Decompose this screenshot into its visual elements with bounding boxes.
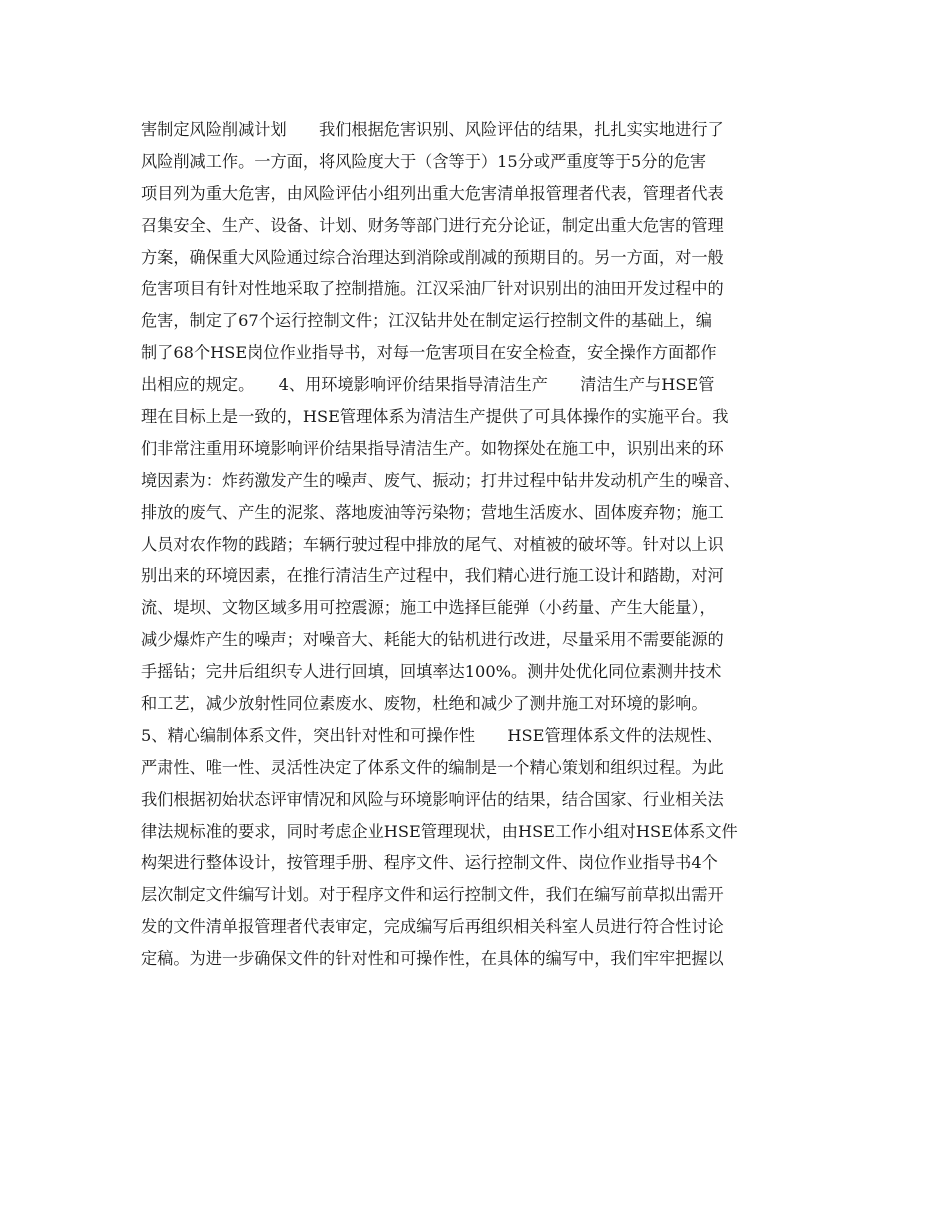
text-line: 层次制定文件编写计划。对于程序文件和运行控制文件，我们在编写前草拟出需开 xyxy=(141,885,724,905)
text-line: 发的文件清单报管理者代表审定，完成编写后再组织相关科室人员进行符合性讨论 xyxy=(141,917,724,937)
text-line: 风险削减工作。一方面，将风险度大于（含等于）15分或严重度等于5分的危害 xyxy=(141,151,707,171)
text-line: 人员对农作物的践踏；车辆行驶过程中排放的尾气、对植被的破坏等。针对以上识 xyxy=(141,534,724,554)
text-line: 理在目标上是一致的，HSE管理体系为清洁生产提供了可具体操作的实施平台。我 xyxy=(141,407,729,427)
text-line: 方案，确保重大风险通过综合治理达到消除或削减的预期目的。另一方面，对一般 xyxy=(141,247,724,267)
text-line: 构架进行整体设计，按管理手册、程序文件、运行控制文件、岗位作业指导书4个 xyxy=(141,853,718,873)
text-line: 别出来的环境因素，在推行清洁生产过程中，我们精心进行施工设计和踏勘，对河 xyxy=(141,566,724,586)
body-text xyxy=(141,114,821,975)
text-line: 流、堤坝、文物区域多用可控震源；施工中选择巨能弹（小药量、产生大能量）， xyxy=(141,598,716,618)
text-line: 和工艺，减少放射性同位素废水、废物，杜绝和减少了测井施工对环境的影响。 xyxy=(141,694,708,714)
text-line: 排放的废气、产生的泥浆、落地废油等污染物；营地生活废水、固体废弃物；施工 xyxy=(141,502,724,522)
text-line: 严肃性、唯一性、灵活性决定了体系文件的编制是一个精心策划和组织过程。为此 xyxy=(141,757,724,777)
text-line: 定稿。为进一步确保文件的针对性和可操作性，在具体的编写中，我们牢牢把握以 xyxy=(141,949,724,969)
text-line: 危害项目有针对性地采取了控制措施。江汉采油厂针对识别出的油田开发过程中的 xyxy=(141,279,724,299)
text-line: 项目列为重大危害，由风险评估小组列出重大危害清单报管理者代表，管理者代表 xyxy=(141,183,724,203)
text-line: 制了68个HSE岗位作业指导书，对每一危害项目在安全检查，安全操作方面都作 xyxy=(141,343,717,363)
text-line: 害制定风险削减计划 我们根据危害识别、风险评估的结果，扎扎实实地进行了 xyxy=(141,120,724,139)
text-line: 召集安全、生产、设备、计划、财务等部门进行充分论证，制定出重大危害的管理 xyxy=(141,215,724,235)
text-line: 危害，制定了67个运行控制文件；江汉钻井处在制定运行控制文件的基础上，编 xyxy=(141,311,712,331)
text-line: 们非常注重用环境影响评价结果指导清洁生产。如物探处在施工中，识别出来的环 xyxy=(141,438,724,458)
text-line: 减少爆炸产生的噪声；对噪音大、耗能大的钻机进行改进，尽量采用不需要能源的 xyxy=(141,630,724,650)
text-line: 出相应的规定。 4、用环境影响评价结果指导清洁生产 清洁生产与HSE管 xyxy=(141,375,715,395)
text-line: 我们根据初始状态评审情况和风险与环境影响评估的结果，结合国家、行业相关法 xyxy=(141,789,724,809)
text-line: 手摇钻；完井后组织专人进行回填，回填率达100%。测井处优化同位素测井技术 xyxy=(141,662,722,682)
text-line: 5、精心编制体系文件，突出针对性和可操作性 HSE管理体系文件的法规性、 xyxy=(141,725,723,745)
text-line: 境因素为：炸药激发产生的噪声、废气、振动；打井过程中钻井发动机产生的噪音、 xyxy=(141,470,740,490)
text-line: 律法规标准的要求，同时考虑企业HSE管理现状，由HSE工作小组对HSE体系文件 xyxy=(141,821,738,841)
